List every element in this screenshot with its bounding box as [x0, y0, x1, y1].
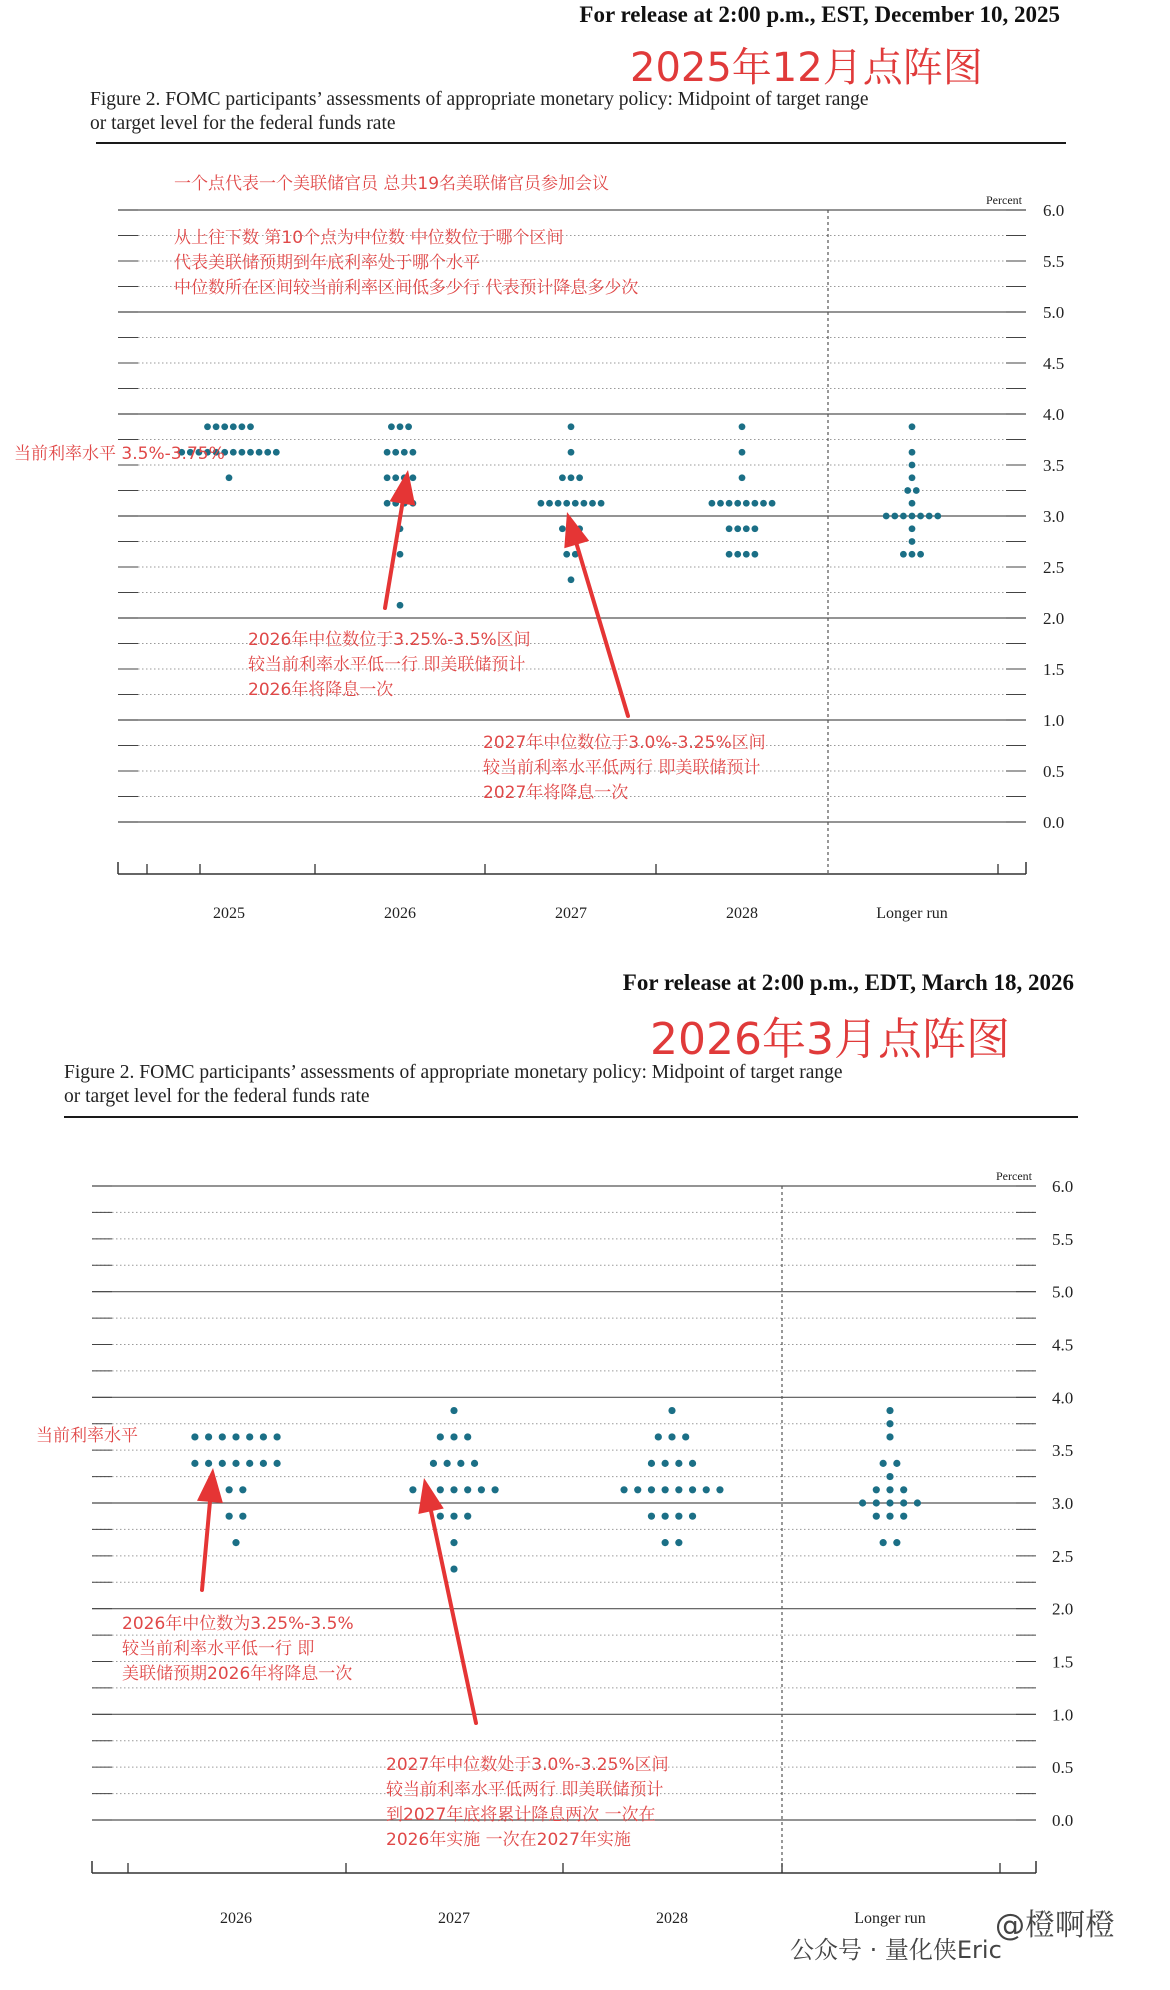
- y-tick-label: 4.0: [1052, 1388, 1074, 1408]
- dot: [464, 1513, 471, 1520]
- dot: [247, 423, 254, 430]
- arrow-head: [197, 1468, 223, 1503]
- dot: [752, 551, 759, 558]
- dot: [410, 474, 417, 481]
- dot: [555, 500, 562, 507]
- dot: [410, 449, 417, 456]
- dot: [893, 1460, 900, 1467]
- dot: [913, 487, 920, 494]
- annotation-2026-line-1: 2026年中位数位于3.25%-3.5%区间: [248, 630, 531, 650]
- dot: [717, 500, 724, 507]
- release-line: For release at 2:00 p.m., EST, December 10, 2025: [579, 2, 1060, 27]
- x-category-label: 2027: [438, 1910, 470, 1927]
- dot: [655, 1433, 662, 1440]
- dot: [221, 423, 228, 430]
- arrow-shaft: [577, 545, 628, 716]
- y-tick-label: 0.0: [1052, 1811, 1074, 1830]
- dot: [909, 513, 916, 520]
- dot: [648, 1460, 655, 1467]
- x-category-label: 2026: [384, 905, 416, 922]
- dot: [900, 513, 907, 520]
- figure-title: 2025年12月点阵图: [630, 45, 983, 91]
- dot: [886, 1499, 893, 1506]
- dot: [883, 513, 890, 520]
- dot: [648, 1513, 655, 1520]
- dot: [662, 1460, 669, 1467]
- dot: [437, 1433, 444, 1440]
- dot: [880, 1460, 887, 1467]
- dot: [734, 551, 741, 558]
- dot: [204, 423, 211, 430]
- y-tick-label: 5.0: [1043, 303, 1065, 322]
- dot: [191, 1460, 198, 1467]
- dot: [260, 1433, 267, 1440]
- dot: [873, 1486, 880, 1493]
- dot: [492, 1486, 499, 1493]
- dot: [739, 474, 746, 481]
- x-category-label: 2026: [220, 1910, 252, 1927]
- dot: [397, 602, 404, 609]
- dot: [917, 551, 924, 558]
- dot: [401, 449, 408, 456]
- y-tick-label: 5.0: [1052, 1282, 1074, 1302]
- dot: [437, 1486, 444, 1493]
- dot: [886, 1486, 893, 1493]
- annotation-2027-line-2: 较当前利率水平低两行 即美联储预计: [483, 758, 761, 778]
- y-tick-label: 5.5: [1052, 1229, 1074, 1249]
- dot: [559, 525, 566, 532]
- y-tick-label: 1.5: [1052, 1652, 1074, 1672]
- annotation-2026-b-line-2: 较当前利率水平低一行 即: [122, 1639, 315, 1659]
- y-tick-label: 4.0: [1043, 405, 1065, 424]
- annotation-how-line-3: 中位数所在区间较当前利率区间低多少行 代表预计降息多少次: [174, 278, 639, 298]
- dot: [450, 1539, 457, 1546]
- dot: [450, 1433, 457, 1440]
- dot: [239, 449, 246, 456]
- dot: [230, 423, 237, 430]
- annotation-2026-line-2: 较当前利率水平低一行 即美联储预计: [248, 655, 526, 675]
- dot: [457, 1460, 464, 1467]
- dot: [388, 423, 395, 430]
- caption-rule: [96, 142, 1066, 144]
- dot: [716, 1486, 723, 1493]
- y-tick-label: 0.5: [1043, 762, 1065, 781]
- dot: [662, 1513, 669, 1520]
- annotation-how-to-read: [174, 226, 638, 301]
- dot: [589, 500, 596, 507]
- dot: [739, 423, 746, 430]
- dot: [397, 423, 404, 430]
- dot: [232, 1460, 239, 1467]
- dot: [734, 525, 741, 532]
- dot: [264, 449, 271, 456]
- dot: [620, 1486, 627, 1493]
- dot: [886, 1513, 893, 1520]
- caption-line-1: Figure 2. FOMC participants’ assessments of appropriate monetary policy: Midpoint of target range: [90, 89, 869, 110]
- unit-label: Percent: [986, 193, 1022, 207]
- y-tick-label: 2.5: [1043, 558, 1065, 577]
- dot: [450, 1565, 457, 1572]
- watermark-account: 公众号 · 量化侠Eric: [790, 1936, 1002, 1964]
- dot: [662, 1486, 669, 1493]
- dot: [230, 449, 237, 456]
- dot: [769, 500, 776, 507]
- arrow-head: [418, 1478, 443, 1514]
- dot: [563, 551, 570, 558]
- dot: [682, 1433, 689, 1440]
- dot: [260, 1460, 267, 1467]
- dot: [392, 449, 399, 456]
- annotation-2026-b-line-3: 美联储预期2026年将降息一次: [122, 1664, 353, 1684]
- y-tick-label: 1.5: [1043, 660, 1065, 679]
- dot: [900, 1486, 907, 1493]
- annotation-2027-line-3: 2027年将降息一次: [483, 783, 629, 803]
- annotation-how-line-2: 代表美联储预期到年底利率处于哪个水平: [174, 253, 480, 273]
- figure-caption: [90, 88, 869, 136]
- dot: [648, 1486, 655, 1493]
- annotation-2027: [483, 731, 766, 806]
- dot: [689, 1460, 696, 1467]
- dot: [226, 1513, 233, 1520]
- x-category-label: 2025: [213, 905, 245, 922]
- dot: [392, 474, 399, 481]
- annotation-2026-b-line-1: 2026年中位数为3.25%-3.5%: [122, 1614, 354, 1634]
- dot: [675, 1460, 682, 1467]
- annotation-2027-b-line-4: 2026年实施 一次在2027年实施: [386, 1830, 631, 1850]
- annotation-current-rate-2: 当前利率水平: [36, 1426, 138, 1446]
- dot: [873, 1499, 880, 1506]
- dot: [568, 449, 575, 456]
- dot: [437, 1513, 444, 1520]
- dot: [909, 423, 916, 430]
- annotation-2026-b: [122, 1612, 354, 1687]
- y-tick-label: 3.5: [1052, 1441, 1074, 1461]
- annotation-2027-b: [386, 1753, 669, 1853]
- annotation-2026-line-3: 2026年将降息一次: [248, 680, 394, 700]
- dot: [598, 500, 605, 507]
- dot: [226, 474, 233, 481]
- dot: [226, 1486, 233, 1493]
- dot: [893, 1539, 900, 1546]
- dot: [900, 551, 907, 558]
- dot: [213, 423, 220, 430]
- dot: [743, 525, 750, 532]
- dot: [934, 513, 941, 520]
- dot: [471, 1460, 478, 1467]
- x-category-label: 2027: [555, 905, 587, 922]
- dot: [662, 1539, 669, 1546]
- dot: [909, 474, 916, 481]
- dot: [909, 551, 916, 558]
- y-tick-label: 1.0: [1043, 711, 1065, 730]
- caption-2-line-2: or target level for the federal funds rate: [64, 1086, 370, 1107]
- dot: [734, 500, 741, 507]
- dot: [572, 500, 579, 507]
- dot: [709, 500, 716, 507]
- dot: [274, 1460, 281, 1467]
- dot: [760, 500, 767, 507]
- dot: [576, 474, 583, 481]
- dot: [726, 551, 733, 558]
- dot: [450, 1486, 457, 1493]
- dot: [909, 462, 916, 469]
- release-line-2: For release at 2:00 p.m., EDT, March 18, 2026: [622, 970, 1074, 995]
- dot: [239, 423, 246, 430]
- dot: [752, 525, 759, 532]
- dot: [205, 1433, 212, 1440]
- y-tick-label: 5.5: [1043, 252, 1065, 271]
- dot: [891, 513, 898, 520]
- dot: [668, 1407, 675, 1414]
- dot: [880, 1539, 887, 1546]
- annotation-arrow: [385, 470, 415, 608]
- dot: [886, 1407, 893, 1414]
- x-category-label: Longer run: [876, 905, 948, 922]
- y-tick-label: 0.0: [1043, 813, 1065, 832]
- dot: [219, 1460, 226, 1467]
- dot: [239, 1486, 246, 1493]
- dot: [478, 1486, 485, 1493]
- dot: [581, 500, 588, 507]
- dot: [859, 1499, 866, 1506]
- x-category-label: 2028: [656, 1910, 688, 1927]
- dot: [538, 500, 545, 507]
- figure-caption-2: [64, 1061, 843, 1109]
- dot: [886, 1433, 893, 1440]
- dot: [743, 500, 750, 507]
- dot: [239, 1513, 246, 1520]
- dot: [563, 500, 570, 507]
- annotation-intro: 一个点代表一个美联储官员 总共19名美联储官员参加会议: [174, 174, 610, 194]
- y-tick-label: 2.5: [1052, 1546, 1074, 1566]
- dot: [726, 525, 733, 532]
- dot: [384, 449, 391, 456]
- dot: [568, 576, 575, 583]
- figure-title-2: 2026年3月点阵图: [650, 1014, 1010, 1065]
- dot: [546, 500, 553, 507]
- dot: [886, 1473, 893, 1480]
- y-tick-label: 2.0: [1052, 1599, 1074, 1619]
- dot: [246, 1460, 253, 1467]
- dot: [397, 551, 404, 558]
- annotation-current-rate: 当前利率水平 3.5%-3.75%: [14, 444, 225, 464]
- dot: [191, 1433, 198, 1440]
- dot: [675, 1513, 682, 1520]
- dot: [689, 1486, 696, 1493]
- dot: [247, 449, 254, 456]
- annotation-2027-line-1: 2027年中位数位于3.0%-3.25%区间: [483, 733, 766, 753]
- y-tick-label: 0.5: [1052, 1758, 1074, 1778]
- dot: [273, 449, 280, 456]
- dot: [232, 1433, 239, 1440]
- x-category-label: Longer run: [854, 1910, 926, 1927]
- dot: [232, 1539, 239, 1546]
- dot: [384, 474, 391, 481]
- watermark-handle: @橙啊橙: [995, 1908, 1115, 1943]
- dot: [675, 1486, 682, 1493]
- annotation-arrow: [564, 512, 628, 716]
- y-tick-label: 3.0: [1043, 507, 1065, 526]
- y-tick-label: 3.0: [1052, 1494, 1074, 1513]
- caption-line-2: or target level for the federal funds rate: [90, 113, 396, 134]
- dot: [450, 1513, 457, 1520]
- dot: [726, 500, 733, 507]
- caption-rule-2: [64, 1116, 1078, 1118]
- dot: [675, 1539, 682, 1546]
- dot: [900, 1499, 907, 1506]
- dot: [450, 1407, 457, 1414]
- annotation-2027-b-line-3: 到2027年底将累计降息两次 一次在: [386, 1805, 656, 1825]
- dot: [246, 1433, 253, 1440]
- dot: [900, 1513, 907, 1520]
- dot: [668, 1433, 675, 1440]
- dot: [886, 1420, 893, 1427]
- dot: [743, 551, 750, 558]
- dot: [739, 449, 746, 456]
- dot: [205, 1460, 212, 1467]
- dot: [909, 538, 916, 545]
- dot: [405, 423, 412, 430]
- annotation-2026: [248, 628, 531, 703]
- y-tick-label: 4.5: [1043, 354, 1065, 373]
- y-tick-label: 6.0: [1052, 1177, 1074, 1196]
- y-tick-label: 6.0: [1043, 201, 1065, 220]
- dot: [568, 474, 575, 481]
- dot: [444, 1460, 451, 1467]
- dot: [430, 1460, 437, 1467]
- dot: [689, 1513, 696, 1520]
- unit-label: Percent: [996, 1169, 1032, 1183]
- annotation-2027-b-line-2: 较当前利率水平低两行 即美联储预计: [386, 1780, 664, 1800]
- dot: [464, 1433, 471, 1440]
- y-tick-label: 4.5: [1052, 1335, 1074, 1355]
- dot: [559, 474, 566, 481]
- dot: [752, 500, 759, 507]
- dot: [274, 1433, 281, 1440]
- arrow-head: [564, 512, 589, 548]
- dot: [464, 1486, 471, 1493]
- caption-2-line-1: Figure 2. FOMC participants’ assessments of appropriate monetary policy: Midpoint of target range: [64, 1062, 843, 1083]
- dot: [634, 1486, 641, 1493]
- y-tick-label: 3.5: [1043, 456, 1065, 475]
- x-category-label: 2028: [726, 905, 758, 922]
- dot: [926, 513, 933, 520]
- dot: [256, 449, 263, 456]
- dot: [409, 1486, 416, 1493]
- dot: [219, 1433, 226, 1440]
- annotation-how-line-1: 从上往下数 第10个点为中位数 中位数位于哪个区间: [174, 228, 564, 248]
- dot: [703, 1486, 710, 1493]
- dot: [909, 500, 916, 507]
- dot: [904, 487, 911, 494]
- dot: [914, 1499, 921, 1506]
- dot: [873, 1513, 880, 1520]
- y-tick-label: 1.0: [1052, 1705, 1074, 1725]
- dot: [909, 449, 916, 456]
- dot: [909, 525, 916, 532]
- dot: [917, 513, 924, 520]
- dot: [384, 500, 391, 507]
- dot: [568, 423, 575, 430]
- annotation-2027-b-line-1: 2027年中位数处于3.0%-3.25%区间: [386, 1755, 669, 1775]
- arrow-shaft: [202, 1502, 210, 1590]
- y-tick-label: 2.0: [1043, 609, 1065, 628]
